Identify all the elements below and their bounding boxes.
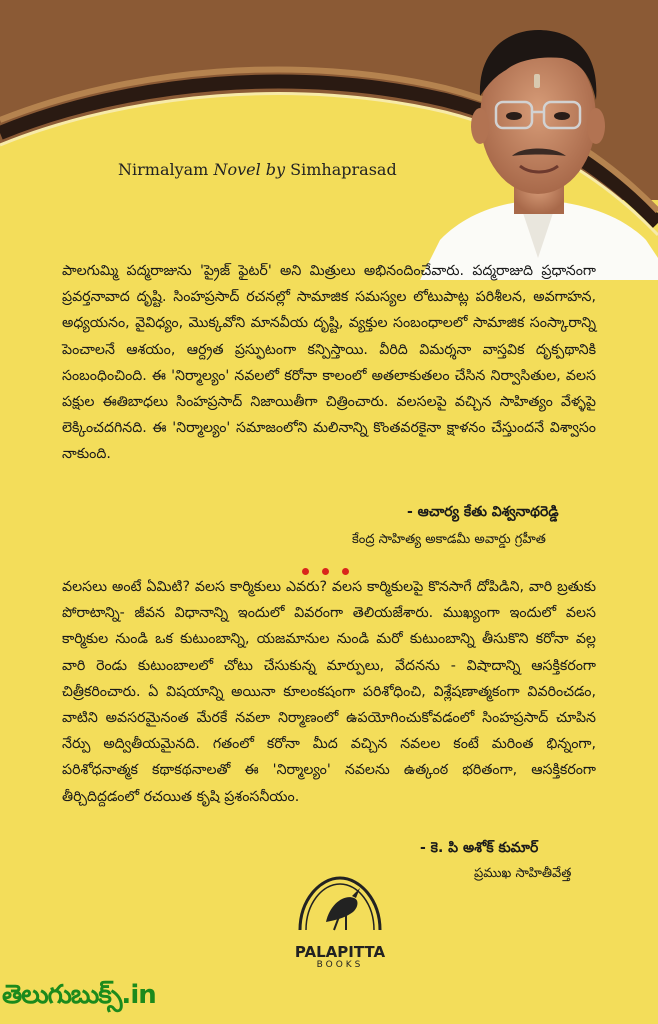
title-author: Simhaprasad <box>290 160 397 179</box>
review-2-designation: ప్రముఖ సాహితీవేత్త <box>474 866 572 881</box>
title-prefix: Nirmalyam <box>118 160 209 179</box>
cover-title-line <box>118 160 397 179</box>
publisher-logo <box>290 870 390 970</box>
title-by: by <box>265 160 286 179</box>
review-paragraph-1: పాలగుమ్మి పద్మరాజును 'ప్రైజ్ ఫైటర్' అని మిత్రులు అభినందించేవారు. పద్మరాజుది ప్రధానంగా ప్రవర్తనావాద దృష్టి. సింహప్రసాద్ రచనల్లో సామాజిక సమస్యల లోటుపాట్ల పరిశీలన, అవగాహన, అధ్యయనం, వైవిధ్యం, మొక్కవోని మానవీయ దృష్టి, వ్యక్తుల సంబంధాలలో సామాజిక సంస్కారాన్ని పెంచాలనే ఆశయం, ఆర్ద్రత ప్రస్ఫుటంగా కన్పిస్తాయి. వీరిది విమర్శనా వాస్తవిక దృక్పథానికి సంబంధించింది. ఈ 'నిర్మాల్యం' నవలలో కరోనా కాలంలో అతలాకుతలం చేసిన నిర్వాసితుల, వలస పక్షుల ఈతిబాధలు సింహప్రసాద్ నిజాయితీగా చిత్రించారు. వలసలపై వచ్చిన సాహిత్యం వేళ్ళపై లెక్కించదగినది. ఈ 'నిర్మాల్యం' సమాజంలోని మలినాన్ని కొంతవరకైనా క్షాళనం చేస్తుందనే విశ్వాసం నాకుంది. <box>62 263 596 463</box>
author-portrait <box>420 18 658 280</box>
review-1-author: - ఆచార్య కేతు విశ్వనాథరెడ్డి <box>407 504 559 520</box>
review-2-author: - కె. పి అశోక్ కుమార్ <box>420 840 539 856</box>
publisher-name: PALAPITTA <box>294 943 386 961</box>
publisher-sub: BOOKS <box>316 960 364 970</box>
site-watermark: తెలుగుబుక్స్.in <box>2 980 156 1010</box>
review-1-designation: కేంద్ర సాహిత్య అకాడమీ అవార్డు గ్రహీత <box>352 532 546 547</box>
review-paragraph-2: వలసలు అంటే ఏమిటి? వలస కార్మికులు ఎవరు? వలస కార్మికులపై కొనసాగే దోపిడిని, వారి బ్రతుకు పోరాటాన్ని- జీవన విధానాన్ని ఇందులో వివరంగా తెలియజేశారు. ముఖ్యంగా ఇందులో వలస కార్మికుల నుండి ఒక కుటుంబాన్ని, యజమానుల నుండి మరో కుటుంబాన్ని తీసుకొని కరోనా వల్ల వారి రెండు కుటుంబాలలో చోటు చేసుకున్న మార్పులు, వేదనను - విషాదాన్ని ఆసక్తికరంగా చిత్రీకరించారు. ఏ విషయాన్ని అయినా కూలంకషంగా పరిశోధించి, విశ్లేషణాత్మకంగా వివరించడం, వాటిని అవసరమైనంత మేరకే నవలా నిర్మాణంలో ఉపయోగించుకోవడంలో సింహప్రసాద్ చూపిన నేర్పు అద్వితీయమైనది. గతంలో కరోనా మీద వచ్చిన నవలల కంటే మరింత భిన్నంగా, పరిశోధనాత్మక కథాకథనాలతో ఈ 'నిర్మాల్యం' నవలను ఉత్కంఠ భరితంగా, ఆసక్తికరంగా తీర్చిదిద్దడంలో రచయిత కృషి ప్రశంసనీయం. <box>62 579 596 805</box>
palapitta-bird-icon <box>290 870 390 940</box>
title-italic: Novel <box>213 160 261 179</box>
